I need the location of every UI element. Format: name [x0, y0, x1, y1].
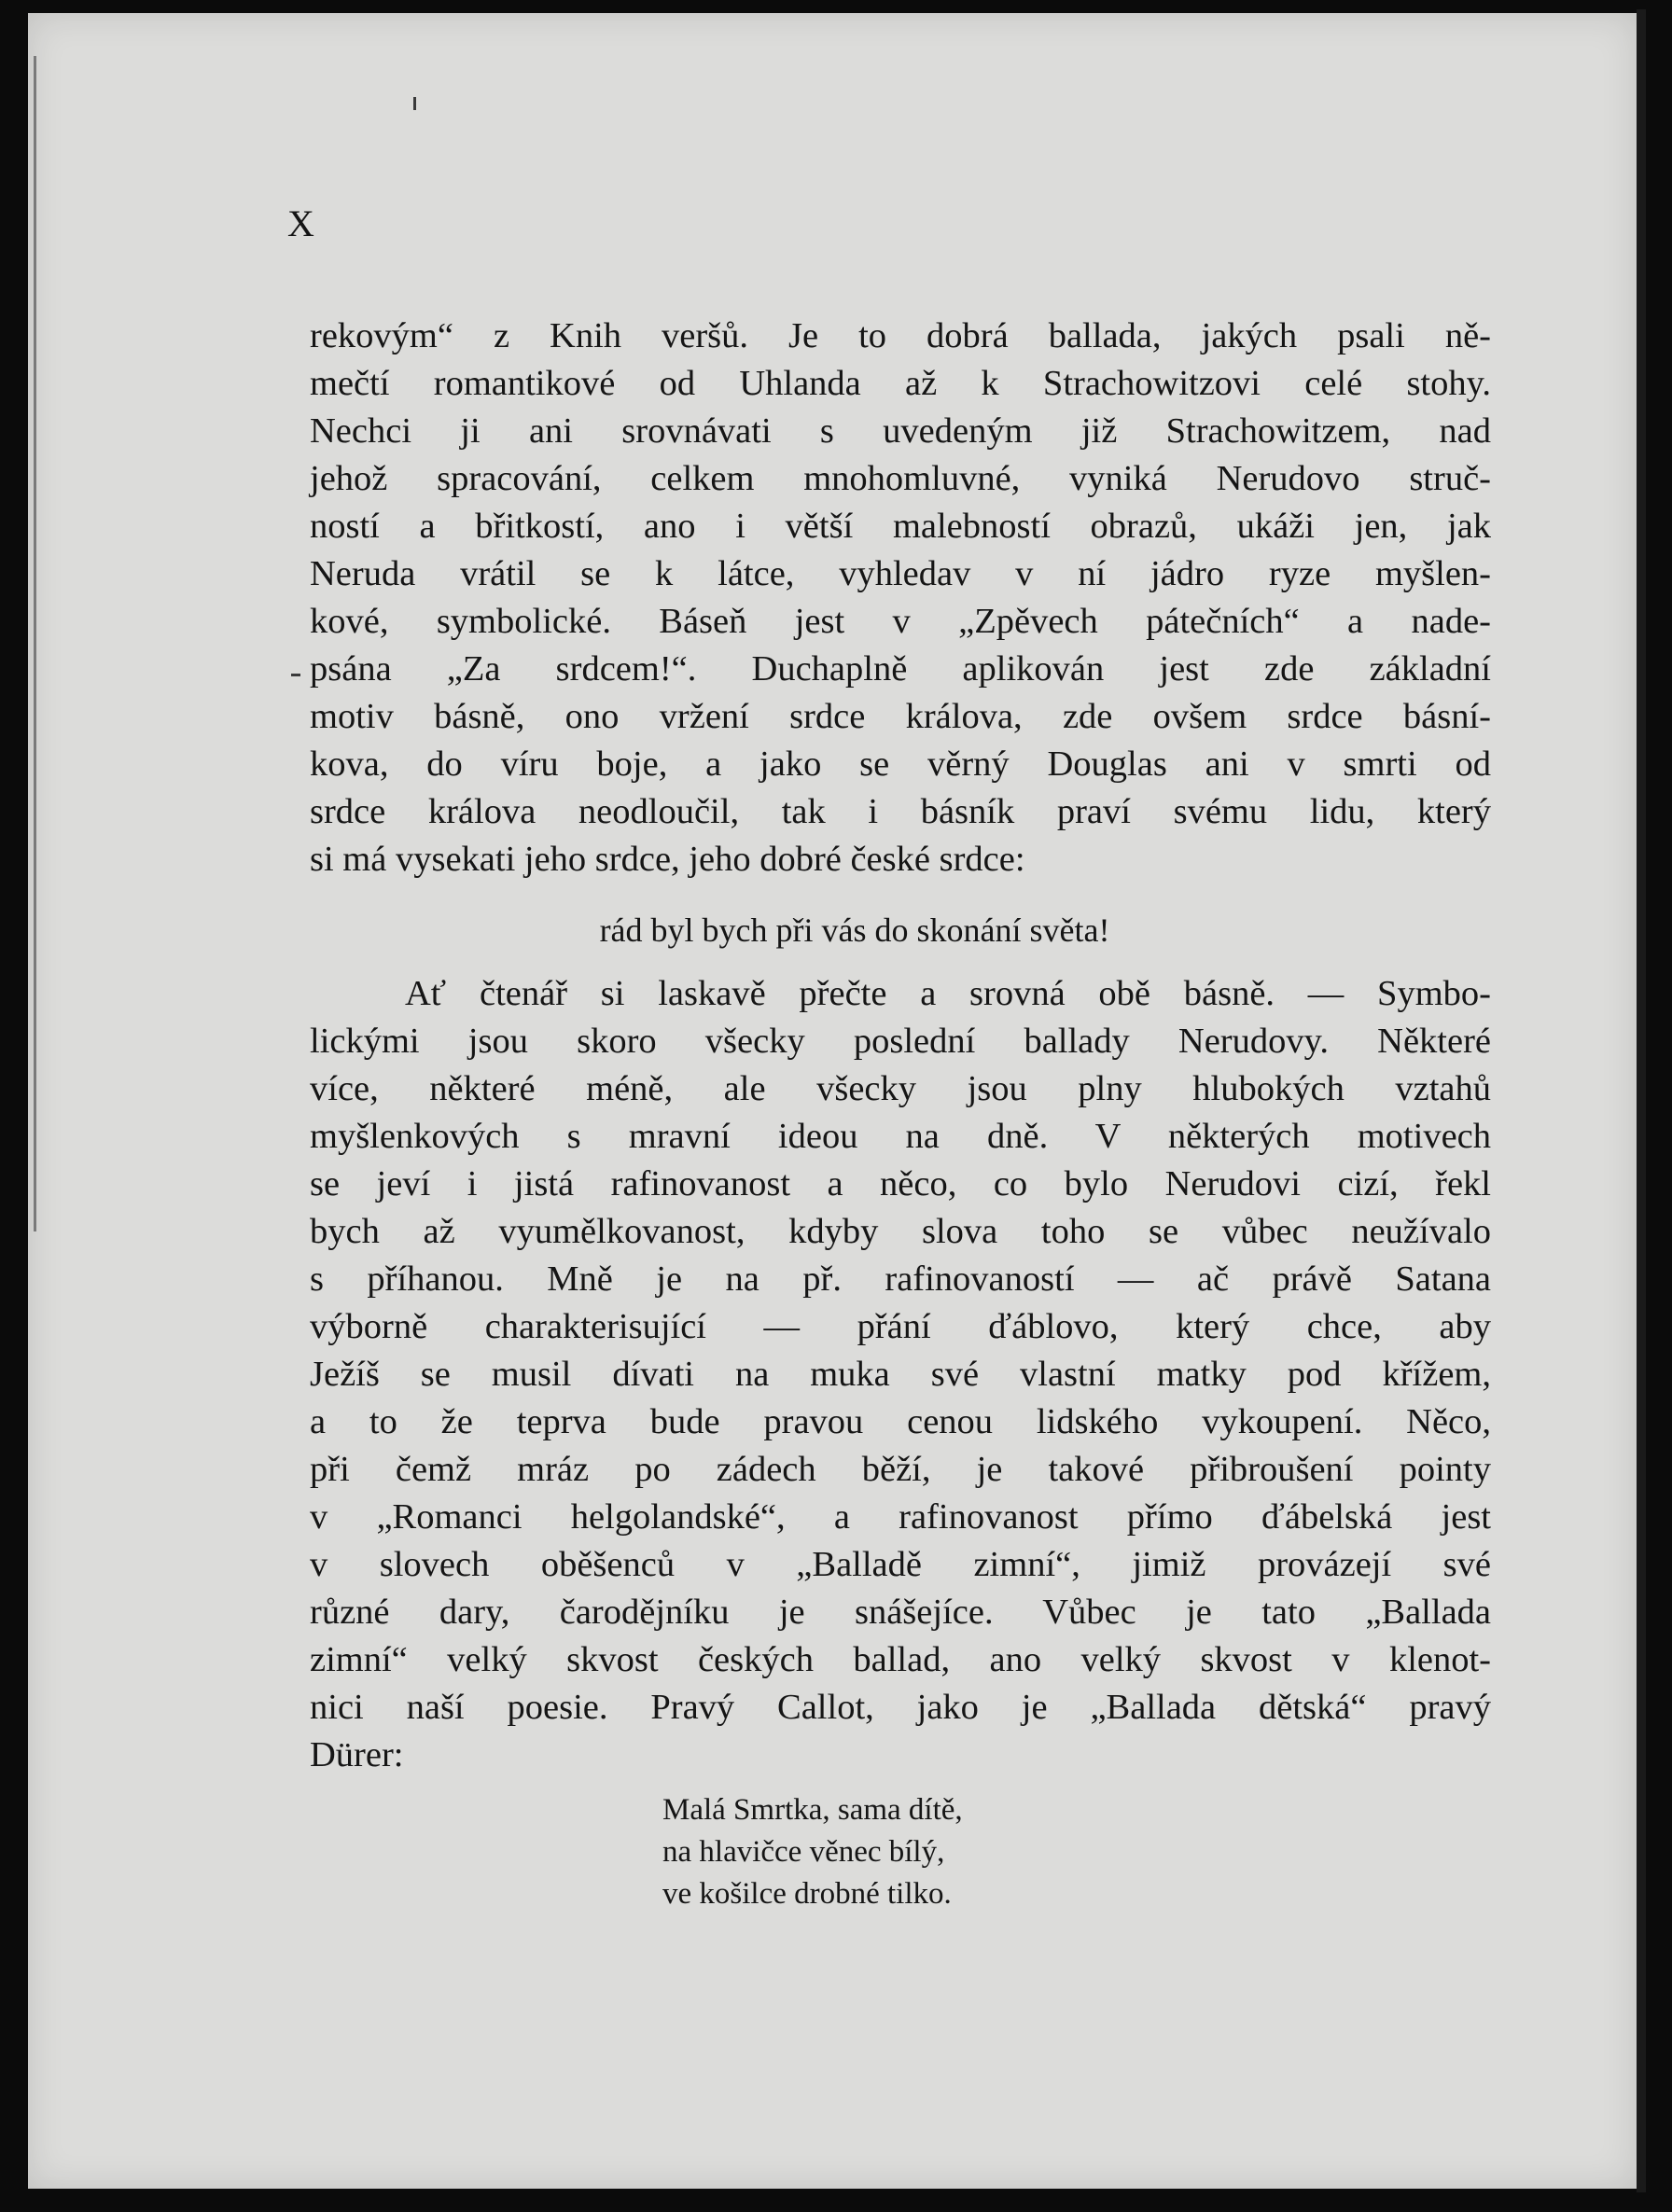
- verse-line: Malá Smrtka, sama dítě,: [662, 1793, 963, 1827]
- text-line: motiv básně, ono vržení srdce králova, zde ovšem srdce básní-: [310, 697, 1491, 736]
- text-line: Dürer:: [310, 1735, 404, 1774]
- text-line: a to že teprva bude pravou cenou lidského vykoupení. Něco,: [310, 1402, 1491, 1441]
- text-line: Neruda vrátil se k látce, vyhledav v ní jádro ryze myšlen-: [310, 554, 1491, 593]
- text-line: srdce králova neodloučil, tak i básník praví svému lidu, který: [310, 792, 1491, 831]
- text-line: Nechci ji ani srovnávati s uvedeným již Strachowitzem, nad: [310, 411, 1491, 451]
- text-line: více, některé méně, ale všecky jsou plny hlubokých vztahů: [310, 1069, 1491, 1108]
- text-line: si má vysekati jeho srdce, jeho dobré české srdce:: [310, 840, 1025, 879]
- text-line: kova, do víru boje, a jako se věrný Douglas ani v smrti od: [310, 744, 1491, 784]
- text-line: ností a břitkostí, ano i větší malebností obrazů, ukáži jen, jak: [310, 507, 1491, 546]
- text-line: s příhanou. Mně je na př. rafinovaností — ač právě Satana: [310, 1259, 1491, 1299]
- text-line: Ježíš se musil dívati na muka své vlastní matky pod křížem,: [310, 1355, 1491, 1394]
- text-line: výborně charakterisující — přání ďáblovo, který chce, aby: [310, 1307, 1491, 1346]
- text-line: zimní“ velký skvost českých ballad, ano velký skvost v klenot-: [310, 1640, 1491, 1679]
- quoted-verse-line: rád byl bych při vás do skonání světa!: [599, 911, 1110, 949]
- text-line: kové, symbolické. Báseň jest v „Zpěvech pátečních“ a nade-: [310, 602, 1491, 641]
- verse-line: na hlavičce věnec bílý,: [662, 1835, 945, 1869]
- text-line: se jeví i jistá rafinovanost a něco, co bylo Nerudovi cizí, řekl: [310, 1164, 1491, 1203]
- verse-line: ve košilce drobné tilko.: [662, 1877, 952, 1911]
- text-line: Ať čtenář si laskavě přečte a srovná obě básně. — Symbo-: [405, 974, 1491, 1013]
- text-line: jehož spracování, celkem mnohomluvné, vyniká Nerudovo struč-: [310, 459, 1491, 498]
- text-line: psána „Za srdcem!“. Duchaplně aplikován jest zde základní: [310, 649, 1491, 689]
- text-line: rekovým“ z Knih veršů. Je to dobrá ballada, jakých psali ně-: [310, 316, 1491, 355]
- text-line: lickými jsou skoro všecky poslední ballady Nerudovy. Některé: [310, 1022, 1491, 1061]
- page-number: X: [287, 202, 315, 244]
- text-line: v „Romanci helgolandské“, a rafinovanost přímo ďábelská jest: [310, 1497, 1491, 1537]
- text-line: při čemž mráz po zádech běží, je takové přibroušení pointy: [310, 1450, 1491, 1489]
- text-line: nici naší poesie. Pravý Callot, jako je „Ballada dětská“ pravý: [310, 1688, 1491, 1727]
- text-line: různé dary, čarodějníku je snášejíce. Vůbec je tato „Ballada: [310, 1593, 1491, 1632]
- text-line: bych až vyumělkovanost, kdyby slova toho se vůbec neužívalo: [310, 1212, 1491, 1251]
- text-line: myšlenkových s mravní ideou na dně. V některých motivech: [310, 1117, 1491, 1156]
- text-line: mečtí romantikové od Uhlanda až k Strachowitzovi celé stohy.: [310, 364, 1491, 403]
- text-line: v slovech oběšenců v „Balladě zimní“, jimiž provázejí své: [310, 1545, 1491, 1584]
